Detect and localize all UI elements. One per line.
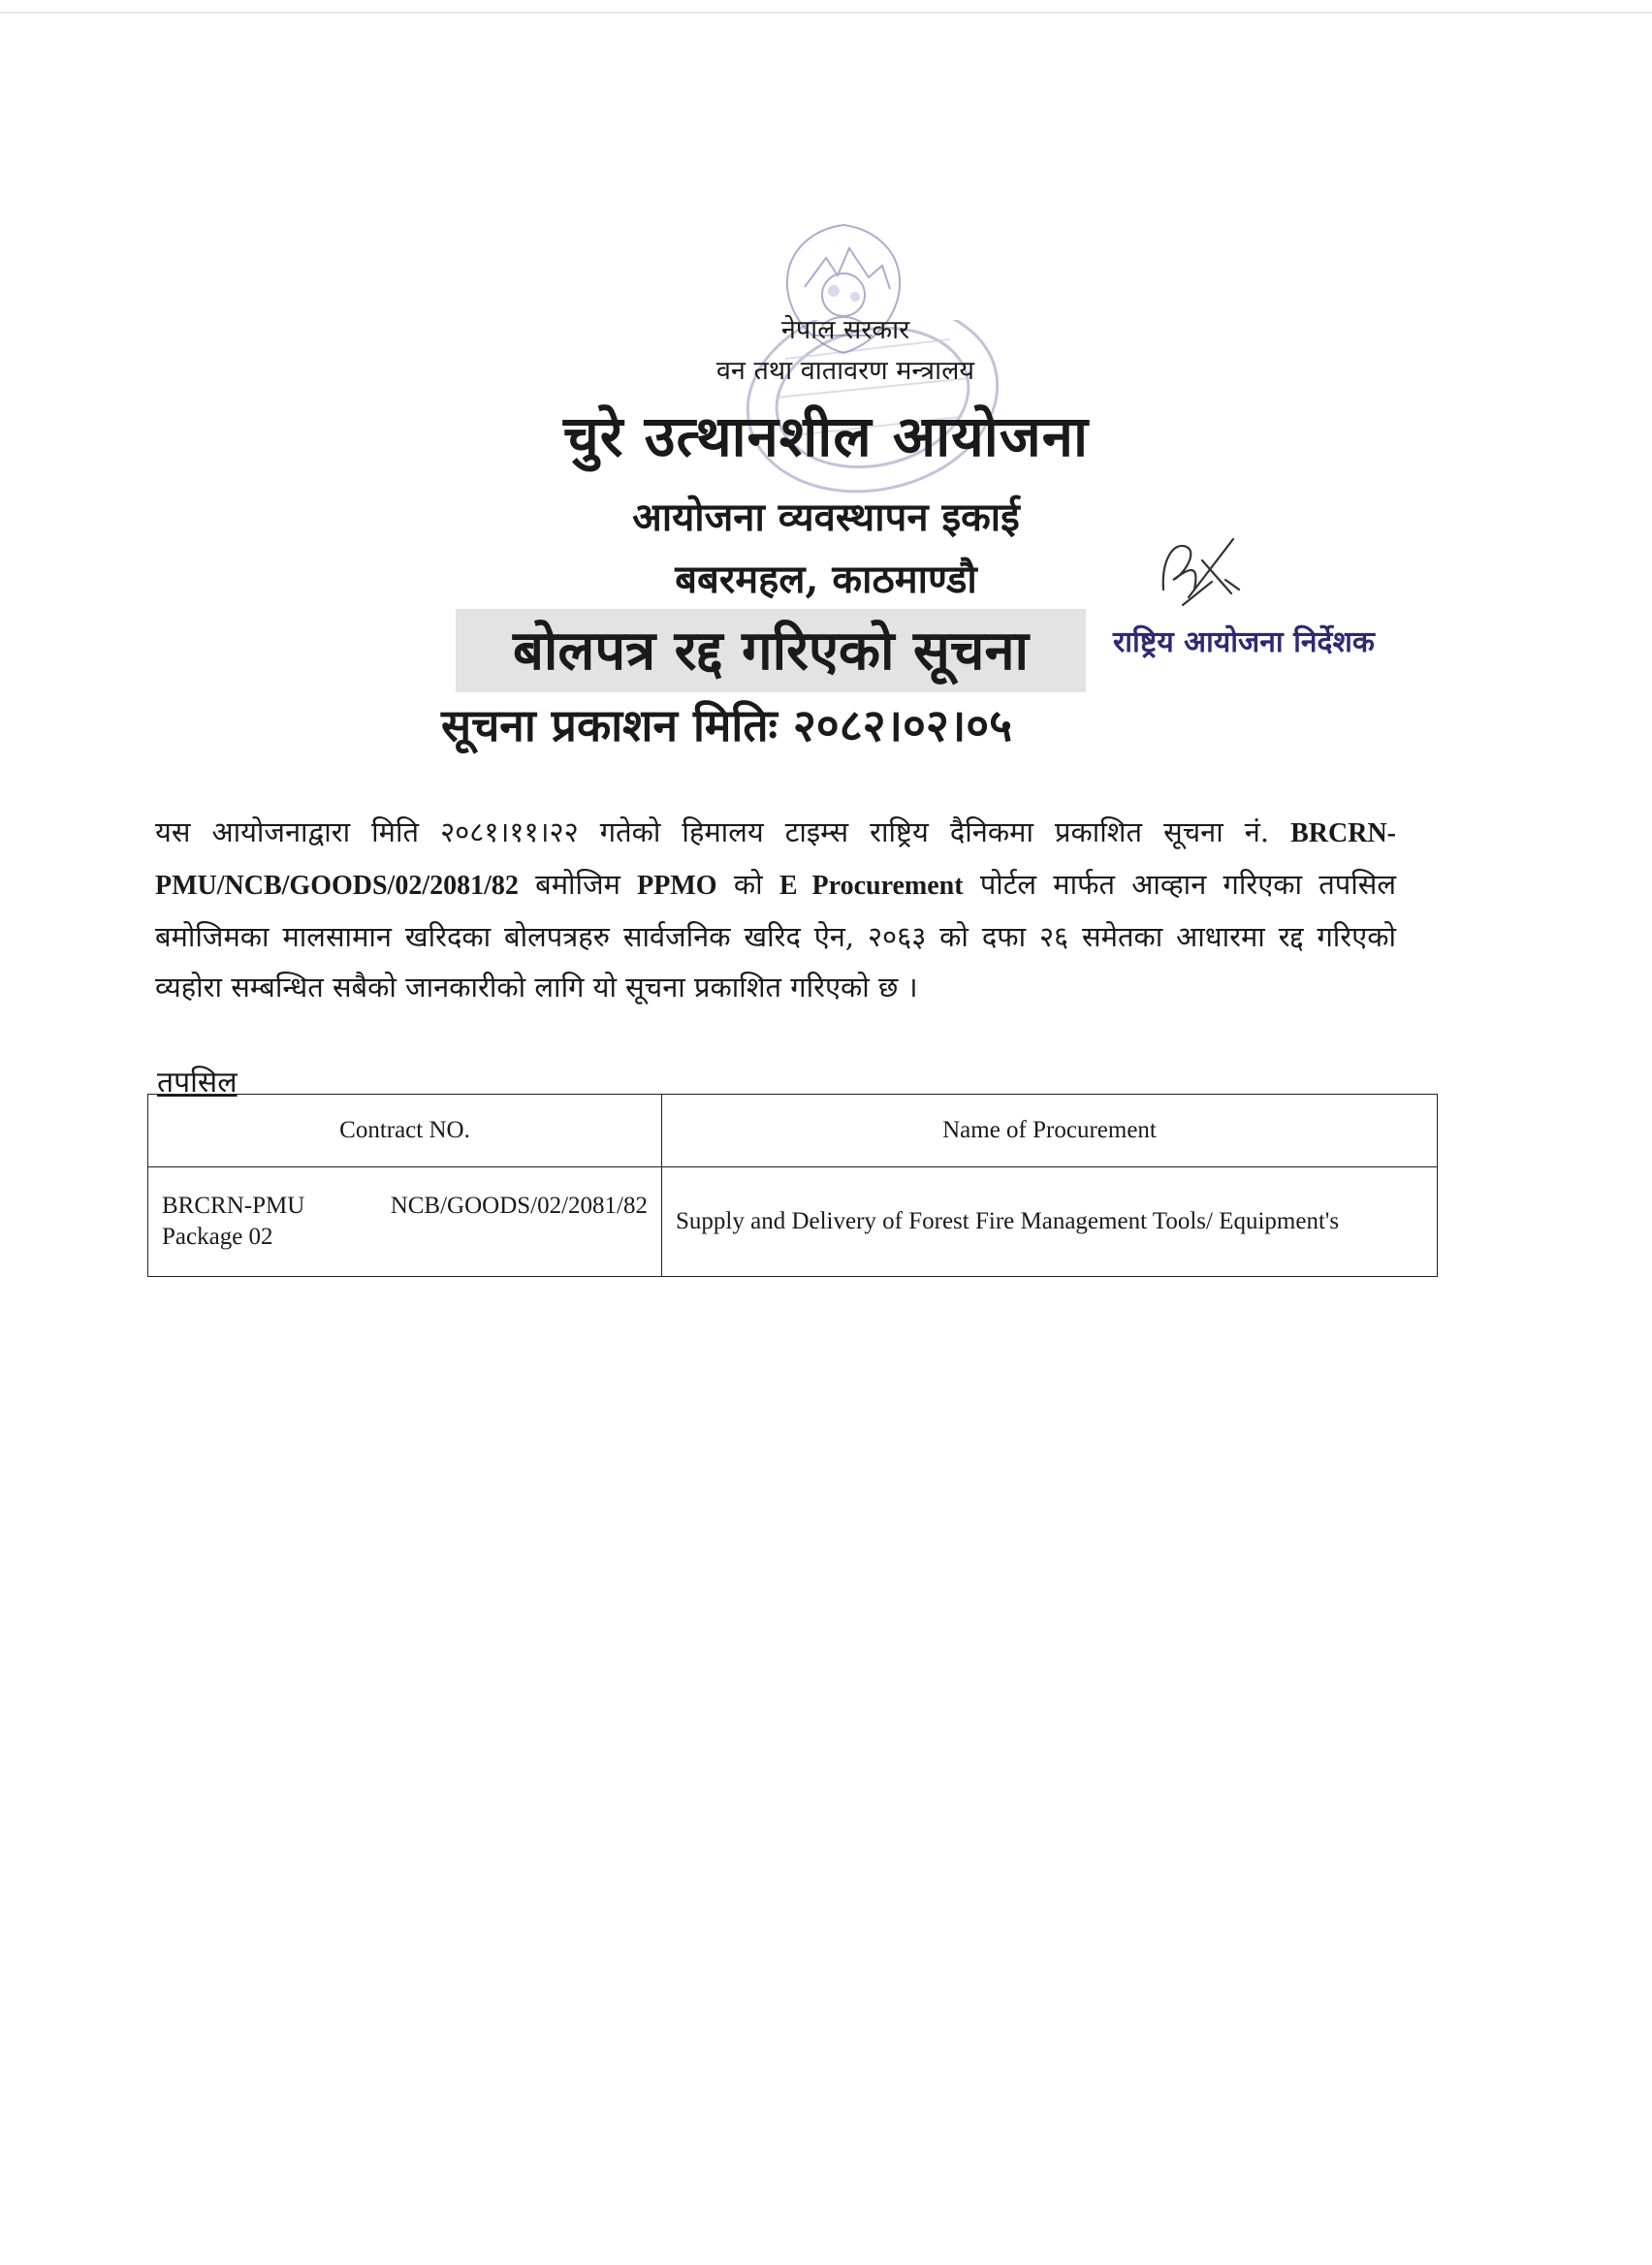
column-header-procurement-name: Name of Procurement <box>662 1095 1438 1167</box>
cancelled-bids-table <box>147 1094 1438 1277</box>
signatory-title: राष्ट्रिय आयोजना निर्देशक <box>1113 625 1375 659</box>
procurement-name-cell: Supply and Delivery of Forest Fire Management Tools/ Equipment's <box>662 1167 1438 1277</box>
body-text-part: को <box>733 868 763 901</box>
office-address: बबरमहल, काठमाण्डौ <box>675 557 977 602</box>
publication-date: सूचना प्रकाशन मितिः २०८२।०२।०५ <box>441 699 1013 751</box>
signature-mark <box>1144 522 1260 619</box>
scan-edge-line <box>0 12 1652 14</box>
table-header-row <box>148 1095 1438 1167</box>
details-heading: तपसिल <box>157 1066 238 1100</box>
notice-title: बोलपत्र रद्द गरिएको सूचना <box>456 609 1086 692</box>
unit-name: आयोजना व्यवस्थापन इकाई <box>632 494 1020 540</box>
ministry-name: वन तथा वातावरण मन्त्रालय <box>715 356 975 386</box>
government-name: नेपाल सरकार <box>780 315 910 345</box>
table-row <box>148 1167 1438 1277</box>
project-name: चुरे उत्थानशील आयोजना <box>562 403 1090 469</box>
column-header-contract-no: Contract NO. <box>148 1095 662 1167</box>
body-text-part: बमोजिम <box>535 868 620 901</box>
body-text-part: यस आयोजनाद्वारा मिति २०८१।११।२२ गतेको हिमालय टाइम्स राष्ट्रिय दैनिकमा प्रकाशित सूचना नं. <box>155 815 1270 848</box>
reference-number: BRCRN-PMU/NCB/GOODS/02/2081/82 <box>155 818 1397 901</box>
notice-body <box>155 807 1396 1012</box>
body-text-part: पोर्टल मार्फत आव्हान गरिएका तपसिल बमोजिमका मालसामान खरिदका बोलपत्रहरु सार्वजनिक खरिद ऐन, २०६३ को दफा २६ समेतका आधारमा रद्द गरिएको व्यहोरा सम्बन्धित सबैको जानकारीको लागि यो सूचना प्रकाशित गरिएको छ । <box>155 868 1397 1004</box>
ppmo-label: PPMO <box>637 871 717 901</box>
eprocurement-label: E Procurement <box>778 871 964 901</box>
contract-number-cell: BRCRN-PMU NCB/GOODS/02/2081/82 Package 02 <box>148 1167 662 1277</box>
